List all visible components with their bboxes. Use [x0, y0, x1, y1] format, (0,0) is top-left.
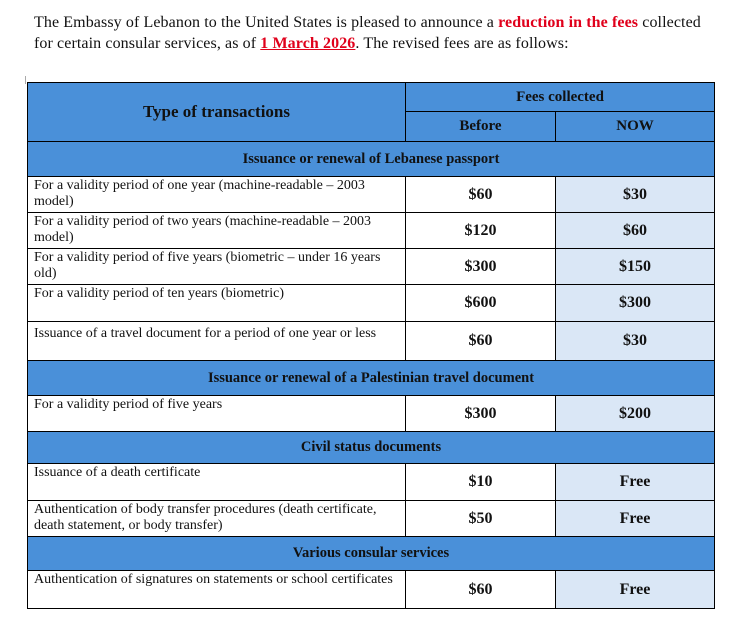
- intro-text-3: . The revised fees are as follows:: [355, 35, 569, 52]
- fee-now: Free: [556, 501, 715, 537]
- fee-now: $150: [556, 249, 715, 285]
- type-header: Type of transactions: [28, 83, 406, 142]
- table-row: [28, 396, 715, 432]
- section-title: Issuance or renewal of a Palestinian travel document: [28, 361, 715, 396]
- fee-before: $10: [406, 464, 556, 501]
- section-header: [28, 361, 715, 396]
- table-row: [28, 285, 715, 322]
- table-row: [28, 501, 715, 537]
- table-row: [28, 322, 715, 361]
- section-title: Various consular services: [28, 537, 715, 571]
- intro-paragraph: [34, 12, 714, 54]
- table-row: [28, 177, 715, 213]
- now-header: NOW: [556, 112, 715, 142]
- fee-now: $60: [556, 213, 715, 249]
- effective-date: 1 March 2026: [260, 35, 356, 52]
- fee-now: $300: [556, 285, 715, 322]
- fee-before: $300: [406, 249, 556, 285]
- row-description: For a validity period of five years: [28, 396, 406, 432]
- row-description: Issuance of a death certificate: [28, 464, 406, 501]
- fee-now: Free: [556, 464, 715, 501]
- row-description: For a validity period of five years (biometric – under 16 years old): [28, 249, 406, 285]
- section-header: [28, 142, 715, 177]
- fees-header: Fees collected: [406, 83, 715, 112]
- table-row: [28, 464, 715, 501]
- fee-now: $200: [556, 396, 715, 432]
- section-title: Issuance or renewal of Lebanese passport: [28, 142, 715, 177]
- table-header-row: [28, 83, 715, 112]
- row-description: Authentication of signatures on statements or school certificates: [28, 571, 406, 609]
- intro-highlight: reduction in the fees: [498, 14, 639, 31]
- table-row: [28, 571, 715, 609]
- section-header: [28, 537, 715, 571]
- row-description: For a validity period of one year (machine-readable – 2003 model): [28, 177, 406, 213]
- fee-before: $50: [406, 501, 556, 537]
- row-description: For a validity period of two years (machine-readable – 2003 model): [28, 213, 406, 249]
- fee-before: $60: [406, 322, 556, 361]
- fee-now: Free: [556, 571, 715, 609]
- table-row: [28, 213, 715, 249]
- row-description: Authentication of body transfer procedures (death certificate, death statement, or body transfer): [28, 501, 406, 537]
- table-row: [28, 249, 715, 285]
- intro-text-1: The Embassy of Lebanon to the United States is pleased to announce a: [34, 14, 499, 31]
- margin-marker: [25, 76, 26, 84]
- fee-before: $60: [406, 177, 556, 213]
- fee-before: $120: [406, 213, 556, 249]
- intro-text-2: collected for certain consular services, as of: [34, 14, 701, 52]
- row-description: For a validity period of ten years (biometric): [28, 285, 406, 322]
- fee-now: $30: [556, 177, 715, 213]
- fee-before: $60: [406, 571, 556, 609]
- fee-before: $600: [406, 285, 556, 322]
- section-header: [28, 432, 715, 464]
- fee-before: $300: [406, 396, 556, 432]
- before-header: Before: [406, 112, 556, 142]
- fee-now: $30: [556, 322, 715, 361]
- section-title: Civil status documents: [28, 432, 715, 464]
- row-description: Issuance of a travel document for a period of one year or less: [28, 322, 406, 361]
- fees-table: [27, 82, 715, 609]
